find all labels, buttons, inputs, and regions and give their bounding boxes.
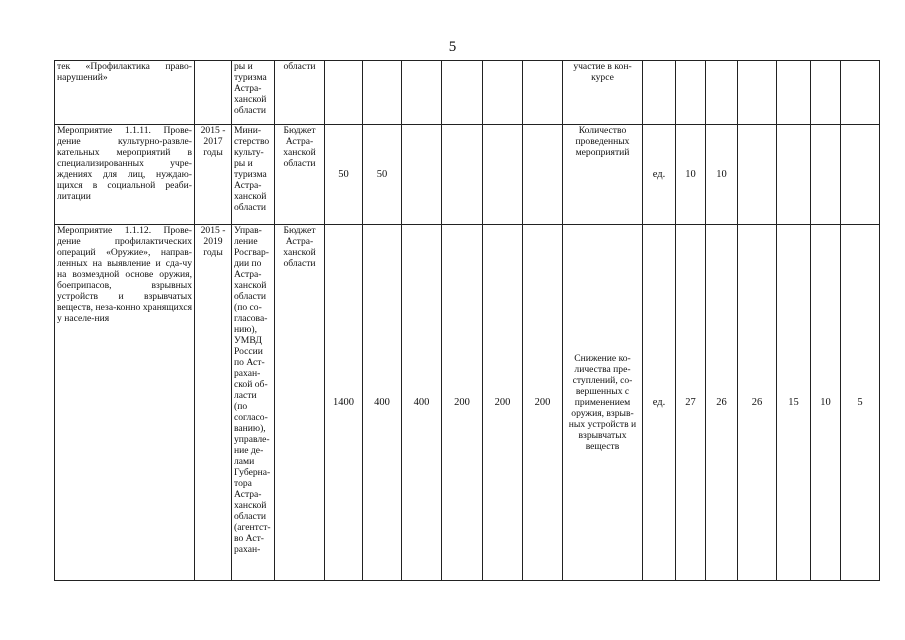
table-row [55,225,880,581]
funding-value-cell: 50 [325,125,363,225]
target-value-cell: 10 [811,225,841,581]
funding-value-cell [402,125,442,225]
funding-value-cell [442,125,483,225]
target-value-cell [676,61,706,125]
target-value-cell [811,125,841,225]
target-value-cell [706,61,738,125]
target-value-cell: 5 [841,225,880,581]
funding-value-cell [363,61,402,125]
target-value-cell [738,61,777,125]
table-row [55,61,880,125]
funding-value-cell [483,61,523,125]
target-value-cell: 26 [706,225,738,581]
indicator-cell: Количество проведенных мероприятий [563,125,643,225]
executor-cell: Управ-ление Росгвар-дии по Астра-ханской области (по со-гласова-нию), УМВД России по Аст-рахан-ской об-ласти (по согласо-ванию), управле-ние де-лами Губерна-тора Астра-ханской области (агентст-во Аст-рахан- [232,225,275,581]
target-value-cell: 10 [676,125,706,225]
indicator-cell: Снижение ко-личества пре-ступлений, со-вершенных с применением оружия, взрыв-ных устройств и взрывчатых веществ [563,225,643,581]
program-activities-table [54,60,880,581]
activity-cell: тек «Профилактика право-нарушений» [55,61,195,125]
source-cell: Бюджет Астра-ханской области [275,225,325,581]
target-value-cell [777,61,811,125]
funding-value-cell: 400 [402,225,442,581]
indicator-cell: участие в кон-курсе [563,61,643,125]
funding-value-cell: 200 [483,225,523,581]
funding-value-cell: 1400 [325,225,363,581]
target-value-cell [841,61,880,125]
period-cell [195,61,232,125]
page-number: 5 [448,39,457,55]
target-value-cell [811,61,841,125]
unit-cell [643,61,676,125]
funding-value-cell [325,61,363,125]
target-value-cell: 15 [777,225,811,581]
target-value-cell [841,125,880,225]
period-cell: 2015 - 2019 годы [195,225,232,581]
table-row [55,125,880,225]
source-cell: области [275,61,325,125]
target-value-cell: 10 [706,125,738,225]
funding-value-cell: 50 [363,125,402,225]
source-cell: Бюджет Астра-ханской области [275,125,325,225]
executor-cell: Мини-стерство культу-ры и туризма Астра-ханской области [232,125,275,225]
executor-cell: ры и туризма Астра-ханской области [232,61,275,125]
funding-value-cell [483,125,523,225]
funding-value-cell [523,125,563,225]
target-value-cell: 27 [676,225,706,581]
funding-value-cell [523,61,563,125]
target-value-cell: 26 [738,225,777,581]
funding-value-cell [442,61,483,125]
activity-cell: Мероприятие 1.1.12. Прове-дение профилактических операций «Оружие», направ-ленных на выявление и сда-чу на возмездной основе оружия, боеприпасов, взрывных устройств и взрывчатых веществ, неза-конно хранящихся у населе-ния [55,225,195,581]
target-value-cell [777,125,811,225]
period-cell: 2015 - 2017 годы [195,125,232,225]
unit-cell: ед. [643,225,676,581]
unit-cell: ед. [643,125,676,225]
funding-value-cell: 200 [442,225,483,581]
funding-value-cell: 200 [523,225,563,581]
funding-value-cell [402,61,442,125]
funding-value-cell: 400 [363,225,402,581]
activity-cell: Мероприятие 1.1.11. Прове-дение культурно-развле-кательных мероприятий в специализированных учре-ждениях для лиц, нуждаю-щихся в социальной реаби-литации [55,125,195,225]
target-value-cell [738,125,777,225]
